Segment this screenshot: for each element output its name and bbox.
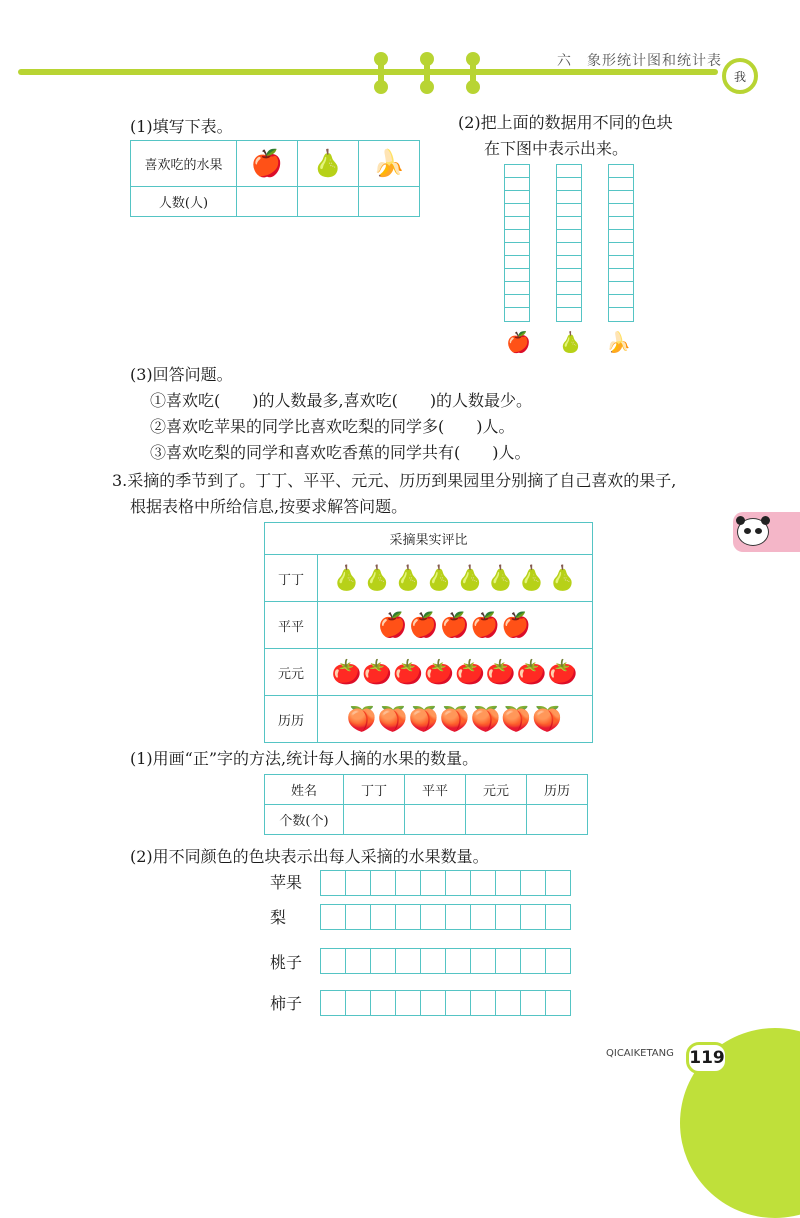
- binder-pin: [378, 56, 384, 90]
- tally-header: 平平: [405, 775, 466, 805]
- apple-icon: 🍎: [506, 330, 531, 354]
- part1-title: (1)填写下表。: [130, 117, 233, 136]
- picking-table: [264, 522, 593, 743]
- block-row-persimmon[interactable]: [320, 990, 571, 1016]
- tally-header: 元元: [466, 775, 527, 805]
- bar-column-pear[interactable]: [556, 164, 582, 322]
- banana-icon: 🍌: [606, 330, 631, 354]
- apple-icon: 🍎: [250, 148, 284, 179]
- binder-pin: [470, 56, 476, 90]
- chapter-title: 六 象形统计图和统计表: [557, 53, 722, 69]
- page-number: 119: [686, 1042, 728, 1074]
- banana-icon: 🍌: [372, 148, 406, 179]
- persimmon-icon-row: 🍅🍅🍅🍅🍅🍅🍅🍅: [318, 649, 593, 696]
- count-label: 人数(人): [131, 187, 237, 217]
- block-row-label: 柿子: [270, 994, 303, 1013]
- part2-title: (2)把上面的数据用不同的色块: [458, 113, 673, 132]
- block-row-label: 桃子: [270, 953, 303, 972]
- block-row-label: 梨: [270, 908, 287, 927]
- pear-icon: 🍐: [311, 148, 345, 179]
- panda-icon: [737, 518, 769, 546]
- picker-name: 历历: [265, 696, 318, 743]
- bar-column-banana[interactable]: [608, 164, 634, 322]
- tally-cell[interactable]: [527, 805, 588, 835]
- p3-part2-title: (2)用不同颜色的色块表示出每人采摘的水果数量。: [130, 847, 489, 866]
- picker-name: 丁丁: [265, 555, 318, 602]
- question-3: ③喜欢吃梨的同学和喜欢吃香蕉的同学共有( )人。: [150, 443, 531, 462]
- tally-cell[interactable]: [466, 805, 527, 835]
- question-1: ①喜欢吃( )的人数最多,喜欢吃( )的人数最少。: [150, 391, 533, 410]
- tally-row-label: 个数(个): [265, 805, 344, 835]
- fruit-table-header: 喜欢吃的水果: [131, 141, 237, 187]
- peach-icon-row: 🍑🍑🍑🍑🍑🍑🍑: [318, 696, 593, 743]
- tally-header: 姓名: [265, 775, 344, 805]
- side-tab: [733, 512, 800, 552]
- picking-table-title: 采摘果实评比: [265, 523, 593, 555]
- tally-header: 历历: [527, 775, 588, 805]
- p3-part1-title: (1)用画“正”字的方法,统计每人摘的水果的数量。: [130, 749, 479, 768]
- picker-name: 平平: [265, 602, 318, 649]
- problem3-text: 3.采摘的季节到了。丁丁、平平、元元、历历到果园里分别摘了自己喜欢的果子,: [112, 471, 677, 490]
- picker-name: 元元: [265, 649, 318, 696]
- brand-label: QICAIKETANG: [606, 1048, 674, 1059]
- chapter-badge: 我: [722, 58, 758, 94]
- block-row-label: 苹果: [270, 873, 303, 892]
- pear-icon-row: 🍐🍐🍐🍐🍐🍐🍐🍐: [318, 555, 593, 602]
- part3-title: (3)回答问题。: [130, 365, 233, 384]
- count-cell-pear[interactable]: [298, 187, 359, 217]
- tally-table: [264, 774, 588, 835]
- tally-cell[interactable]: [405, 805, 466, 835]
- apple-icon-row: 🍎🍎🍎🍎🍎: [318, 602, 593, 649]
- block-row-peach[interactable]: [320, 948, 571, 974]
- problem3-text: 根据表格中所给信息,按要求解答问题。: [130, 497, 408, 516]
- fruit-table: [130, 140, 420, 217]
- tally-header: 丁丁: [344, 775, 405, 805]
- part2-subtitle: 在下图中表示出来。: [484, 139, 629, 158]
- block-row-pear[interactable]: [320, 904, 571, 930]
- bar-column-apple[interactable]: [504, 164, 530, 322]
- tally-cell[interactable]: [344, 805, 405, 835]
- binder-pin: [424, 56, 430, 90]
- pear-icon: 🍐: [558, 330, 583, 354]
- block-row-apple[interactable]: [320, 870, 571, 896]
- count-cell-banana[interactable]: [359, 187, 420, 217]
- question-2: ②喜欢吃苹果的同学比喜欢吃梨的同学多( )人。: [150, 417, 515, 436]
- count-cell-apple[interactable]: [237, 187, 298, 217]
